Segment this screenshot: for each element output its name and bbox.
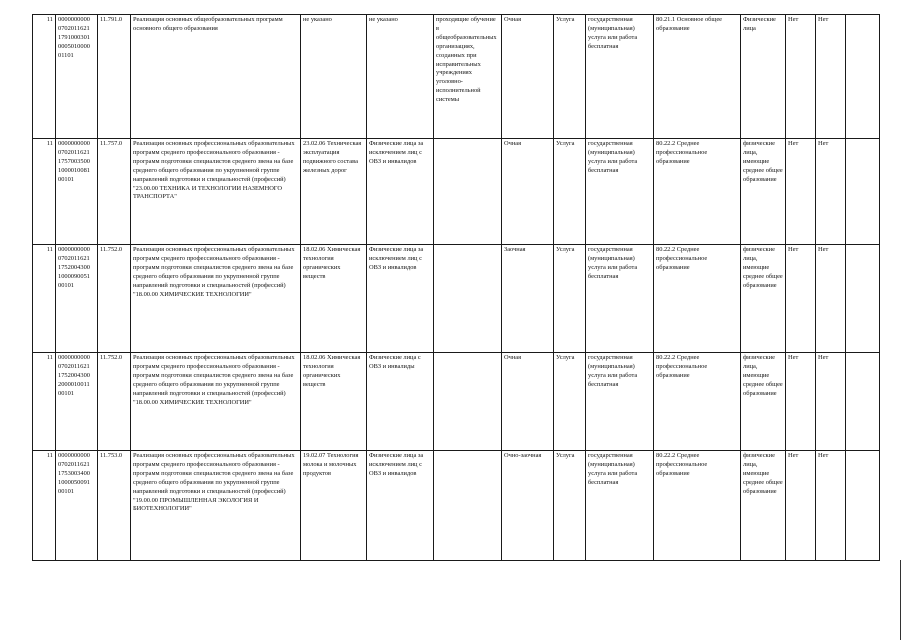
okved-code-cell: 80.22.2 Среднее профессиональное образование [654,245,741,353]
place-of-study-cell [434,451,502,561]
registry-number-cell: 11.752.0 [98,245,131,353]
consumer-category-cell: не указано [367,15,434,139]
place-of-study-cell [434,353,502,451]
service-name-cell: Реализация основных профессиональных образовательных программ среднего профессионального образования - программ подготовки специалистов среднего звена на базе среднего общего образования по укрупненной группе направлений подготовки и специальностей (профессий) "19.00.00 ПРОМЫШЛЕННАЯ ЭКОЛОГИЯ И БИОТЕХНОЛОГИИ" [131,451,301,561]
table-row [33,353,880,451]
table-row [33,451,880,561]
row-number-cell: 11 [33,245,56,353]
okved-code-cell: 80.22.2 Среднее профессиональное образование [654,353,741,451]
registry-code-cell: 0000000000 0702011621 1753003400 1000050091 00101 [56,451,98,561]
okved-code-cell: 80.22.2 Среднее профессиональное образование [654,451,741,561]
flag-two-cell: Нет [816,245,846,353]
study-form-cell: Очно-заочная [502,451,554,561]
service-status-cell: государственная (муниципальная) услуга или работа бесплатная [586,245,654,353]
specialty-cell: 19.02.07 Технология молока и молочных продуктов [301,451,367,561]
study-form-cell: Заочная [502,245,554,353]
okved-code-cell: 80.22.2 Среднее профессиональное образование [654,139,741,245]
registry-code-cell: 0000000000 0702011621 1752004300 2000010011 00101 [56,353,98,451]
row-number-cell: 11 [33,353,56,451]
flag-two-cell: Нет [816,451,846,561]
consumer-group-cell: физические лица, имеющие среднее общее образование [741,139,786,245]
flag-one-cell: Нет [786,353,816,451]
page-edge-line [900,560,901,640]
consumer-group-cell: физические лица, имеющие среднее общее образование [741,353,786,451]
services-registry-table [32,14,880,561]
specialty-cell: не указано [301,15,367,139]
specialty-cell: 18.02.06 Химическая технология органических веществ [301,353,367,451]
consumer-group-cell: физические лица, имеющие среднее общее образование [741,451,786,561]
flag-one-cell: Нет [786,245,816,353]
table-row [33,15,880,139]
registry-number-cell: 11.791.0 [98,15,131,139]
empty-cell [846,139,880,245]
empty-cell [846,15,880,139]
record-type-cell: Услуга [554,245,586,353]
row-number-cell: 11 [33,15,56,139]
specialty-cell: 18.02.06 Химическая технология органических веществ [301,245,367,353]
consumer-category-cell: Физические лица с ОВЗ и инвалиды [367,353,434,451]
registry-number-cell: 11.757.0 [98,139,131,245]
flag-one-cell: Нет [786,139,816,245]
flag-two-cell: Нет [816,139,846,245]
registry-number-cell: 11.753.0 [98,451,131,561]
specialty-cell: 23.02.06 Техническая эксплуатация подвижного состава железных дорог [301,139,367,245]
table-row [33,139,880,245]
consumer-category-cell: Физические лица за исключением лиц с ОВЗ и инвалидов [367,139,434,245]
service-name-cell: Реализация основных профессиональных образовательных программ среднего профессионального образования - программ подготовки специалистов среднего звена на базе среднего общего образования по укрупненной группе направлений подготовки и специальностей (профессий) "23.00.00 ТЕХНИКА И ТЕХНОЛОГИИ НАЗЕМНОГО ТРАНСПОРТА" [131,139,301,245]
empty-cell [846,245,880,353]
consumer-category-cell: Физические лица за исключением лиц с ОВЗ и инвалидов [367,245,434,353]
okved-code-cell: 80.21.1 Основное общее образование [654,15,741,139]
service-name-cell: Реализация основных профессиональных образовательных программ среднего профессионального образования - программ подготовки специалистов среднего звена на базе среднего общего образования по укрупненной группе направлений подготовки и специальностей (профессий) "18.00.00 ХИМИЧЕСКИЕ ТЕХНОЛОГИИ" [131,353,301,451]
record-type-cell: Услуга [554,139,586,245]
service-status-cell: государственная (муниципальная) услуга или работа бесплатная [586,451,654,561]
study-form-cell: Очная [502,353,554,451]
study-form-cell: Очная [502,139,554,245]
flag-two-cell: Нет [816,353,846,451]
registry-code-cell: 0000000000 0702011621 1791000301 0005010000 01101 [56,15,98,139]
service-name-cell: Реализация основных общеобразовательных программ основного общего образования [131,15,301,139]
table-row [33,245,880,353]
row-number-cell: 11 [33,451,56,561]
place-of-study-cell [434,245,502,353]
empty-cell [846,451,880,561]
record-type-cell: Услуга [554,15,586,139]
consumer-category-cell: Физические лица за исключением лиц с ОВЗ и инвалидов [367,451,434,561]
place-of-study-cell: проходящие обучение в общеобразовательных организациях, созданных при исправительных учреждениях уголовно-исполнительной системы [434,15,502,139]
flag-one-cell: Нет [786,15,816,139]
row-number-cell: 11 [33,139,56,245]
registry-code-cell: 0000000000 0702011621 1757003500 1000010081 00101 [56,139,98,245]
record-type-cell: Услуга [554,353,586,451]
empty-cell [846,353,880,451]
consumer-group-cell: Физические лица [741,15,786,139]
consumer-group-cell: физические лица, имеющие среднее общее образование [741,245,786,353]
service-name-cell: Реализация основных профессиональных образовательных программ среднего профессионального образования - программ подготовки специалистов среднего звена на базе среднего общего образования по укрупненной группе направлений подготовки и специальностей (профессий) "18.00.00 ХИМИЧЕСКИЕ ТЕХНОЛОГИИ" [131,245,301,353]
flag-one-cell: Нет [786,451,816,561]
registry-number-cell: 11.752.0 [98,353,131,451]
place-of-study-cell [434,139,502,245]
service-status-cell: государственная (муниципальная) услуга или работа бесплатная [586,139,654,245]
service-status-cell: государственная (муниципальная) услуга или работа бесплатная [586,15,654,139]
flag-two-cell: Нет [816,15,846,139]
service-status-cell: государственная (муниципальная) услуга или работа бесплатная [586,353,654,451]
study-form-cell: Очная [502,15,554,139]
registry-code-cell: 0000000000 0702011621 1752004300 1000090051 00101 [56,245,98,353]
record-type-cell: Услуга [554,451,586,561]
